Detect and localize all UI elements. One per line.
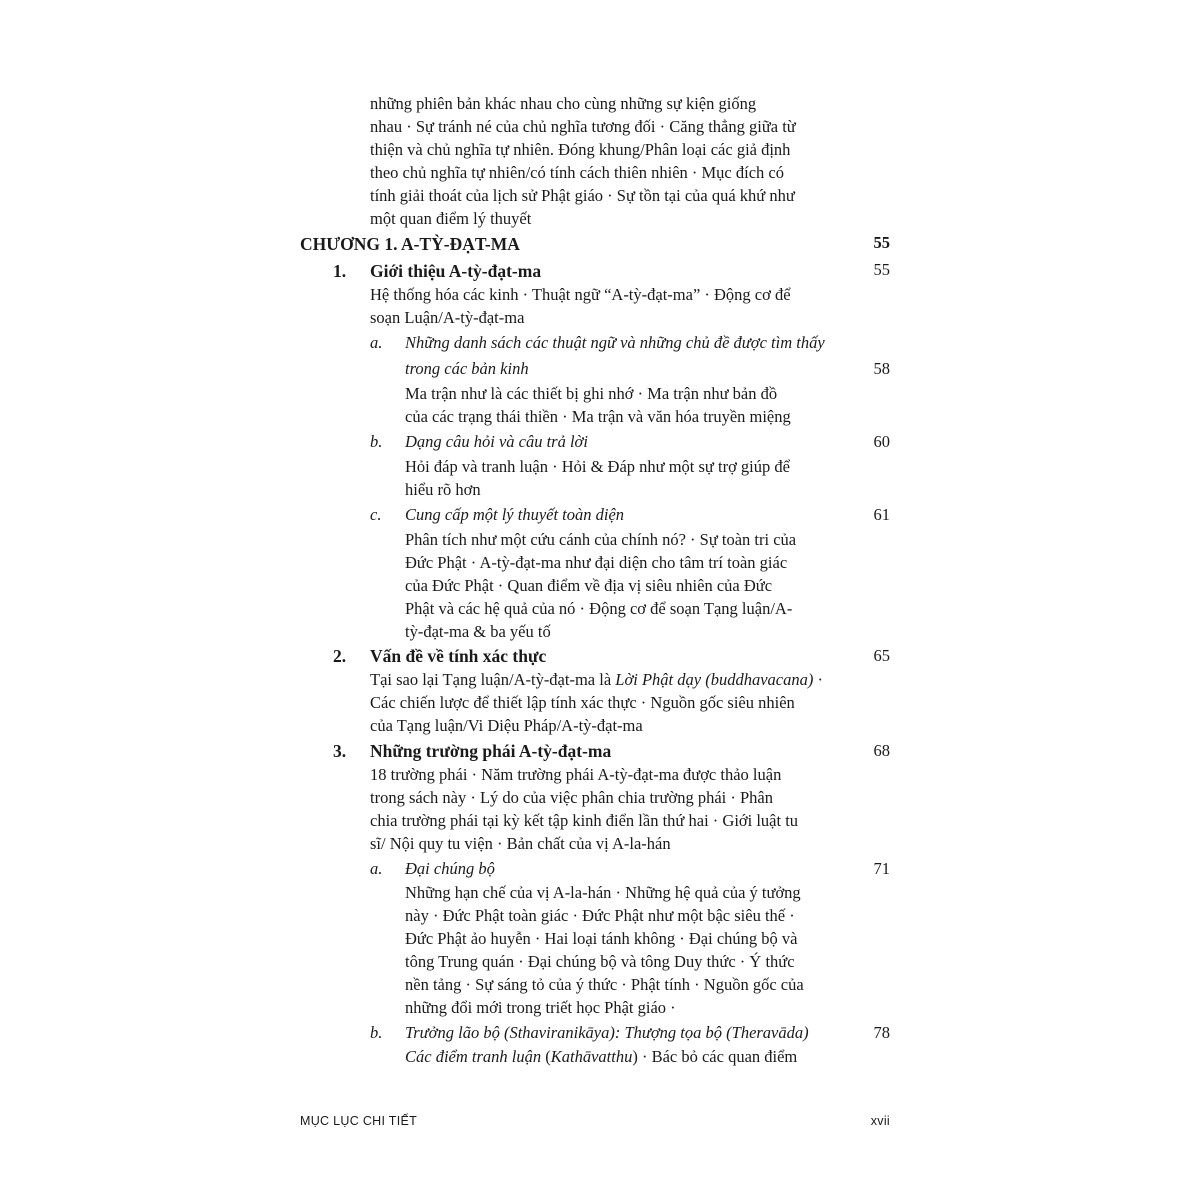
- subsection-title: Trưởng lão bộ (Sthaviranikāya): Thượng tọa bộ (Theravāda): [405, 1023, 809, 1042]
- subsection-desc-line: Ma trận như là các thiết bị ghi nhớ · Ma trận như bản đồ: [405, 384, 778, 403]
- desc-text: ·: [813, 670, 823, 689]
- subsection-title-line: Những danh sách các thuật ngữ và những chủ đề được tìm thấy: [405, 333, 825, 352]
- intro-line: thiện và chủ nghĩa tự nhiên. Đóng khung/Phân loại các giả định: [370, 140, 791, 159]
- section-desc-line: Hệ thống hóa các kinh · Thuật ngữ “A-tỳ-đạt-ma” · Động cơ để: [370, 285, 791, 304]
- section-page: 68: [873, 741, 890, 760]
- subsection-desc-line: nền tảng · Sự sáng tỏ của ý thức · Phật tính · Nguồn gốc của: [405, 975, 804, 994]
- desc-italic: Lời Phật dạy (buddhavacana): [615, 670, 814, 689]
- section-desc-line: [370, 668, 823, 691]
- subsection-page: 60: [873, 432, 890, 451]
- intro-line: theo chủ nghĩa tự nhiên/có tính cách thiên nhiên · Mục đích có: [370, 163, 784, 182]
- subsection-page: 71: [873, 859, 890, 878]
- subsection-letter: b.: [370, 1023, 383, 1042]
- desc-text: ) · Bác bỏ các quan điểm: [632, 1047, 798, 1066]
- section-title: Vấn đề về tính xác thực: [370, 646, 547, 666]
- section-desc-line: chia trường phái tại kỳ kết tập kinh điển lần thứ hai · Giới luật tu: [370, 811, 799, 830]
- subsection-title: Cung cấp một lý thuyết toàn diện: [405, 505, 625, 524]
- section-page: 55: [873, 260, 890, 279]
- section-page: 65: [873, 646, 890, 665]
- desc-italic: Kathāvatthu: [550, 1047, 633, 1066]
- subsection-letter: b.: [370, 432, 383, 451]
- subsection-desc-line: của các trạng thái thiền · Ma trận và văn hóa truyền miệng: [405, 407, 791, 426]
- section-desc-line: Các chiến lược để thiết lập tính xác thực · Nguồn gốc siêu nhiên: [370, 693, 795, 712]
- subsection-desc-line: Hỏi đáp và tranh luận · Hỏi & Đáp như một sự trợ giúp để: [405, 457, 790, 476]
- intro-line: tính giải thoát của lịch sử Phật giáo · Sự tồn tại của quá khứ như: [370, 186, 795, 205]
- footer-title: MỤC LỤC CHI TIẾT: [300, 1114, 418, 1128]
- section-number: 1.: [333, 261, 347, 281]
- subsection-desc-line: Phật và các hệ quả của nó · Động cơ để soạn Tạng luận/A-: [405, 599, 793, 618]
- subsection-desc-line: [405, 1045, 797, 1068]
- section-number: 2.: [333, 646, 347, 666]
- subsection-desc-line: Đức Phật ảo huyễn · Hai loại tánh không · Đại chúng bộ và: [405, 929, 798, 948]
- subsection-letter: a.: [370, 333, 383, 352]
- subsection-title-line: trong các bản kinh: [405, 359, 529, 378]
- chapter-title: CHƯƠNG 1. A-TỲ-ĐẠT-MA: [300, 234, 520, 254]
- subsection-desc-line: của Đức Phật · Quan điểm về địa vị siêu nhiên của Đức: [405, 576, 773, 595]
- subsection-desc-line: tông Trung quán · Đại chúng bộ và tông Duy thức · Ý thức: [405, 952, 795, 971]
- subsection-desc-line: này · Đức Phật toàn giác · Đức Phật như một bậc siêu thế ·: [405, 906, 795, 925]
- section-title: Giới thiệu A-tỳ-đạt-ma: [370, 261, 542, 281]
- subsection-desc-line: Đức Phật · A-tỳ-đạt-ma như đại diện cho tâm trí toàn giác: [405, 553, 788, 572]
- section-desc-line: của Tạng luận/Vi Diệu Pháp/A-tỳ-đạt-ma: [370, 716, 643, 735]
- chapter-page: 55: [873, 233, 890, 252]
- subsection-letter: a.: [370, 859, 383, 878]
- subsection-desc-line: những đổi mới trong triết học Phật giáo ·: [405, 998, 676, 1017]
- desc-text: Tại sao lại Tạng luận/A-tỳ-đạt-ma là: [370, 670, 616, 689]
- subsection-letter: c.: [370, 505, 382, 524]
- subsection-page: 58: [873, 359, 890, 378]
- intro-line: nhau · Sự tránh né của chủ nghĩa tương đối · Căng thẳng giữa từ: [370, 117, 796, 136]
- section-desc-line: trong sách này · Lý do của việc phân chia trường phái · Phân: [370, 788, 774, 807]
- section-desc-line: soạn Luận/A-tỳ-đạt-ma: [370, 308, 525, 327]
- section-desc-line: 18 trường phái · Năm trường phái A-tỳ-đạt-ma được thảo luận: [370, 765, 782, 784]
- subsection-desc-line: Phân tích như một cứu cánh của chính nó? · Sự toàn tri của: [405, 530, 797, 549]
- page-number: xvii: [870, 1114, 890, 1128]
- section-desc-line: sĩ/ Nội quy tu viện · Bản chất của vị A-la-hán: [370, 834, 671, 853]
- subsection-page: 78: [873, 1023, 890, 1042]
- intro-line: những phiên bản khác nhau cho cùng những sự kiện giống: [370, 94, 757, 113]
- subsection-desc-line: Những hạn chế của vị A-la-hán · Những hệ quả của ý tưởng: [405, 883, 801, 902]
- desc-text: (: [541, 1047, 551, 1066]
- subsection-title: Dạng câu hỏi và câu trả lời: [405, 432, 588, 451]
- section-title: Những trường phái A-tỳ-đạt-ma: [370, 741, 612, 761]
- subsection-page: 61: [873, 505, 890, 524]
- subsection-title: Đại chúng bộ: [405, 859, 495, 878]
- subsection-desc-line: hiểu rõ hơn: [405, 480, 481, 499]
- section-number: 3.: [333, 741, 347, 761]
- subsection-desc-line: tỳ-đạt-ma & ba yếu tố: [405, 622, 551, 641]
- intro-line: một quan điểm lý thuyết: [370, 209, 532, 228]
- desc-italic: Các điểm tranh luận: [405, 1047, 542, 1066]
